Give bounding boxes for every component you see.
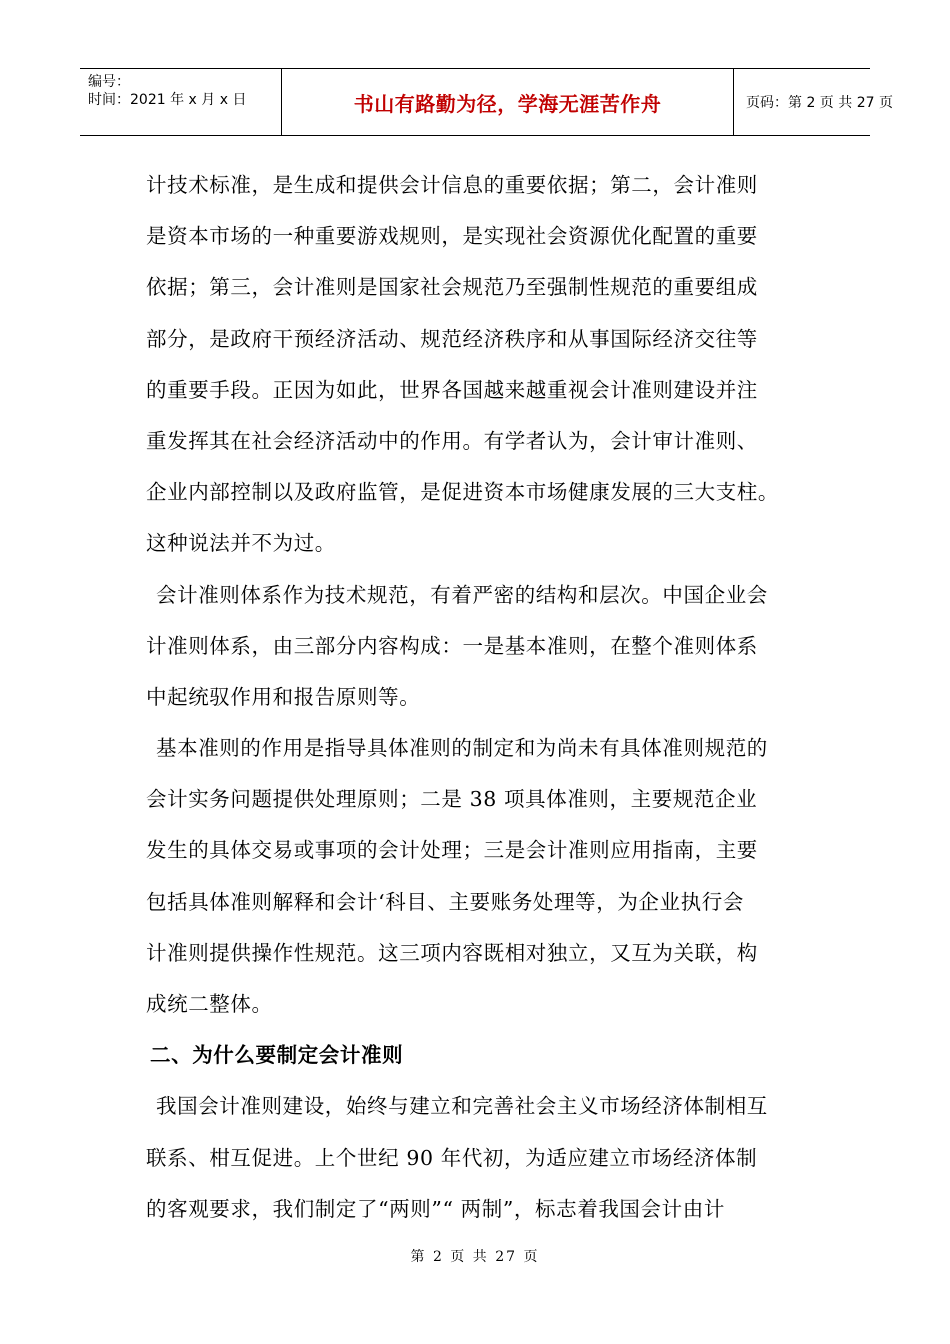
body-line: 包括具体准则解释和会计‘科目、主要账务处理等，为企业执行会 [146, 889, 744, 914]
body-line: 计准则体系，由三部分内容构成：一是基本准则，在整个准则体系 [146, 633, 758, 658]
body-line: 发生的具体交易或事项的会计处理；三是会计准则应用指南，主要 [146, 838, 758, 863]
page-footer: 第 2 页 共 27 页 [410, 1249, 540, 1265]
document-number-label: 编号： [88, 74, 130, 90]
body-line: 部分，是政府干预经济活动、规范经济秩序和从事国际经济交往等 [146, 326, 758, 351]
document-time-label: 时间：2021 年 x 月 x 日 [88, 92, 247, 108]
body-line: 会计实务问题提供处理原则；二是 38 项具体准则，主要规范企业 [146, 787, 758, 812]
header-motto: 书山有路勤为径，学海无涯苦作舟 [282, 69, 734, 135]
body-line: 成统二整体。 [146, 992, 273, 1016]
document-body [146, 160, 806, 1235]
body-line: 重发挥其在社会经济活动中的作用。有学者认为，会计审计准则、 [146, 428, 758, 453]
page-header [80, 68, 893, 136]
body-line: 的重要手段。正因为如此，世界各国越来越重视会计准则建设并注 [146, 377, 758, 402]
header-page-info: 页码：第 2 页 共 27 页 [746, 95, 893, 111]
body-line: 计技术标准，是生成和提供会计信息的重要依据；第二，会计准则 [146, 173, 758, 197]
body-line: 计准则提供操作性规范。这三项内容既相对独立，又互为关联，构 [146, 940, 758, 965]
body-line: 我国会计准则建设，始终与建立和完善社会主义市场经济体制相互 [156, 1094, 768, 1119]
body-line: 的客观要求，我们制定了“两则”“ 两制”，标志着我国会计由计 [146, 1196, 725, 1221]
body-line: 依据；第三，会计准则是国家社会规范乃至强制性规范的重要组成 [146, 275, 758, 300]
body-line: 联系、柑互促进。上个世纪 90 年代初，为适应建立市场经济体制 [146, 1145, 758, 1170]
body-line: 是资本市场的一种重要游戏规则，是实现社会资源优化配置的重要 [146, 224, 758, 249]
body-line: 中起统驭作用和报告原则等。 [146, 684, 421, 709]
section-heading: 二、为什么要制定会计准则 [150, 1043, 404, 1068]
body-line: 企业内部控制以及政府监管，是促进资本市场健康发展的三大支柱。 [146, 480, 779, 505]
body-line: 基本准则的作用是指导具体准则的制定和为尚未有具体准则规范的 [156, 736, 768, 761]
body-line: 这种说法并不为过。 [146, 531, 336, 556]
body-line: 会计准则体系作为技术规范，有着严密的结构和层次。中国企业会 [156, 582, 768, 607]
header-meta-cell [80, 69, 282, 135]
